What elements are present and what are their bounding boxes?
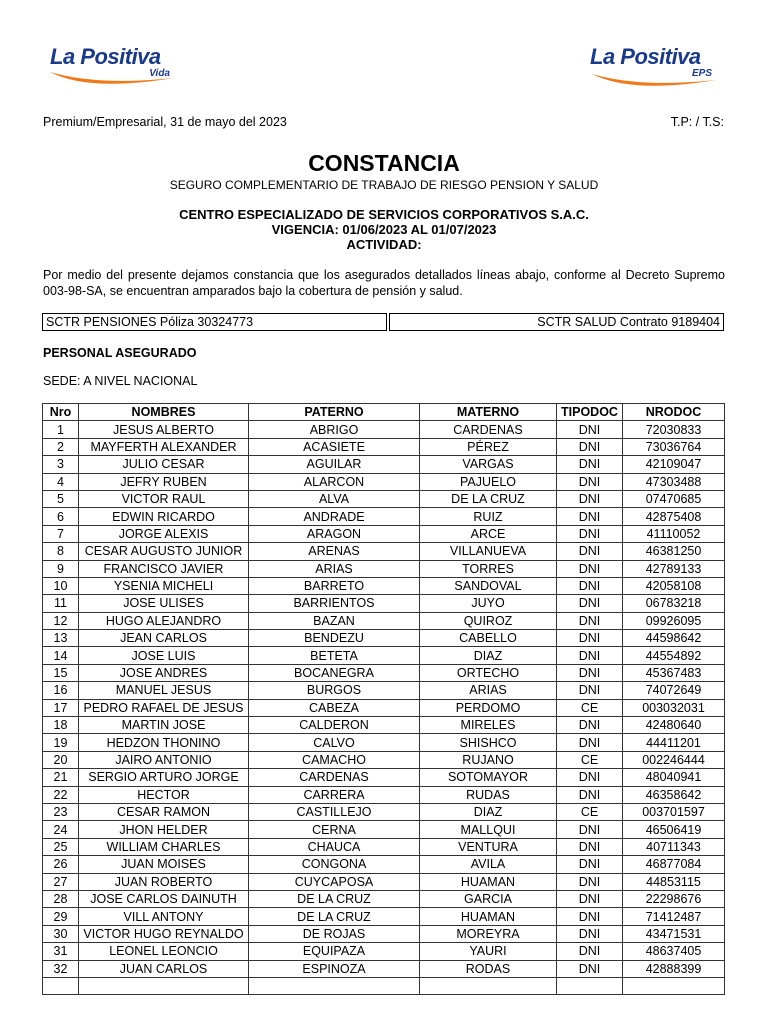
table-cell: JEFRY RUBEN	[79, 473, 249, 490]
table-cell: 25	[43, 838, 79, 855]
table-cell: ARENAS	[249, 543, 420, 560]
table-cell: BARRETO	[249, 577, 420, 594]
table-cell: SANDOVAL	[420, 577, 557, 594]
table-cell: MIRELES	[420, 717, 557, 734]
table-cell: DNI	[557, 543, 623, 560]
table-cell: JHON HELDER	[79, 821, 249, 838]
table-cell: YAURI	[420, 943, 557, 960]
table-cell: GARCIA	[420, 890, 557, 907]
table-cell: 46381250	[623, 543, 725, 560]
table-cell: 11	[43, 595, 79, 612]
table-row	[43, 543, 725, 560]
table-cell: 31	[43, 943, 79, 960]
table-cell: DNI	[557, 943, 623, 960]
personal-heading: PERSONAL ASEGURADO	[43, 346, 197, 360]
table-cell: HUAMAN	[420, 908, 557, 925]
table-row	[43, 873, 725, 890]
table-cell: ALVA	[249, 490, 420, 507]
table-cell: DNI	[557, 856, 623, 873]
table-cell: DE LA CRUZ	[249, 890, 420, 907]
table-cell: 29	[43, 908, 79, 925]
table-cell: 7	[43, 525, 79, 542]
table-cell: CARDENAS	[420, 421, 557, 438]
table-cell: JOSE ANDRES	[79, 664, 249, 681]
table-cell: JULIO CESAR	[79, 456, 249, 473]
table-cell: JAIRO ANTONIO	[79, 751, 249, 768]
table-cell: ARIAS	[420, 682, 557, 699]
table-cell: CE	[557, 699, 623, 716]
table-row	[43, 473, 725, 490]
table-cell: JORGE ALEXIS	[79, 525, 249, 542]
table-cell: 06783218	[623, 595, 725, 612]
table-cell	[79, 977, 249, 994]
table-cell: DNI	[557, 908, 623, 925]
table-row	[43, 560, 725, 577]
table-cell: CASTILLEJO	[249, 803, 420, 820]
table-cell: 17	[43, 699, 79, 716]
table-cell: 09926095	[623, 612, 725, 629]
table-cell: 27	[43, 873, 79, 890]
table-cell: CAMACHO	[249, 751, 420, 768]
table-row	[43, 630, 725, 647]
table-cell: RUJANO	[420, 751, 557, 768]
table-cell: 14	[43, 647, 79, 664]
table-cell: CALVO	[249, 734, 420, 751]
table-cell: DNI	[557, 960, 623, 977]
document-title: CONSTANCIA	[308, 150, 460, 176]
table-row	[43, 456, 725, 473]
logo-la-positiva-eps	[588, 44, 720, 98]
table-cell: 003701597	[623, 803, 725, 820]
table-cell: DNI	[557, 786, 623, 803]
table-row	[43, 977, 725, 994]
table-cell: QUIROZ	[420, 612, 557, 629]
table-cell: DNI	[557, 647, 623, 664]
table-row	[43, 908, 725, 925]
table-cell: DNI	[557, 682, 623, 699]
table-cell: 46358642	[623, 786, 725, 803]
table-cell: VILL ANTONY	[79, 908, 249, 925]
table-row	[43, 821, 725, 838]
table-row	[43, 595, 725, 612]
table-cell: 26	[43, 856, 79, 873]
table-cell: BENDEZU	[249, 630, 420, 647]
table-cell: BURGOS	[249, 682, 420, 699]
table-cell	[557, 977, 623, 994]
policy-pensiones: SCTR PENSIONES Póliza 30324773	[42, 313, 387, 331]
table-cell: 47303488	[623, 473, 725, 490]
table-cell: WILLIAM CHARLES	[79, 838, 249, 855]
policy-salud: SCTR SALUD Contrato 9189404	[389, 313, 724, 331]
table-cell: DNI	[557, 821, 623, 838]
table-cell: 8	[43, 543, 79, 560]
table-cell: 002246444	[623, 751, 725, 768]
table-cell: DNI	[557, 769, 623, 786]
table-cell: 23	[43, 803, 79, 820]
table-cell: 71412487	[623, 908, 725, 925]
table-cell: DNI	[557, 456, 623, 473]
table-cell: DNI	[557, 490, 623, 507]
column-header: Nro	[43, 404, 79, 421]
table-row	[43, 525, 725, 542]
table-cell: MAYFERTH ALEXANDER	[79, 438, 249, 455]
intro-paragraph: Por medio del presente dejamos constancia que los asegurados detallados líneas abajo, conforme al Decreto Supremo 003-98-SA, se encuentran amparados bajo la cobertura de pensión y salud.	[43, 268, 725, 298]
table-cell: DNI	[557, 890, 623, 907]
logo-right-sub: EPS	[691, 68, 712, 79]
table-cell: ALARCON	[249, 473, 420, 490]
table-cell: PÉREZ	[420, 438, 557, 455]
sede-label: SEDE: A NIVEL NACIONAL	[43, 374, 198, 388]
table-cell: BAZAN	[249, 612, 420, 629]
table-cell: CONGONA	[249, 856, 420, 873]
table-cell: DNI	[557, 873, 623, 890]
table-cell: CESAR AUGUSTO JUNIOR	[79, 543, 249, 560]
logo-left-swoosh-icon	[48, 70, 178, 94]
table-row	[43, 734, 725, 751]
table-cell: CABEZA	[249, 699, 420, 716]
table-cell: 9	[43, 560, 79, 577]
table-cell: 19	[43, 734, 79, 751]
table-cell: 4	[43, 473, 79, 490]
table-row	[43, 508, 725, 525]
table-cell	[43, 977, 79, 994]
table-cell: 74072649	[623, 682, 725, 699]
table-cell: CERNA	[249, 821, 420, 838]
actividad: ACTIVIDAD:	[346, 237, 422, 252]
table-cell: 003032031	[623, 699, 725, 716]
table-row	[43, 699, 725, 716]
logo-right-name: La Positiva	[590, 44, 701, 69]
table-cell: DNI	[557, 925, 623, 942]
table-cell: YSENIA MICHELI	[79, 577, 249, 594]
table-row	[43, 925, 725, 942]
table-cell: DNI	[557, 577, 623, 594]
table-cell: JUAN ROBERTO	[79, 873, 249, 890]
logo-la-positiva-vida	[48, 44, 178, 98]
table-cell: ORTECHO	[420, 664, 557, 681]
table-cell: ABRIGO	[249, 421, 420, 438]
table-row	[43, 786, 725, 803]
table-cell	[623, 977, 725, 994]
table-cell: DNI	[557, 560, 623, 577]
table-cell: DIAZ	[420, 647, 557, 664]
table-cell: RODAS	[420, 960, 557, 977]
table-cell: VICTOR RAUL	[79, 490, 249, 507]
table-cell: CALDERON	[249, 717, 420, 734]
table-cell: CARDENAS	[249, 769, 420, 786]
table-cell: CARRERA	[249, 786, 420, 803]
policy-box	[42, 313, 724, 331]
table-cell: DNI	[557, 612, 623, 629]
table-cell: RUDAS	[420, 786, 557, 803]
table-cell: SOTOMAYOR	[420, 769, 557, 786]
table-row	[43, 803, 725, 820]
table-row	[43, 647, 725, 664]
table-cell: JESUS ALBERTO	[79, 421, 249, 438]
table-cell: HECTOR	[79, 786, 249, 803]
table-cell: 22298676	[623, 890, 725, 907]
table-cell: MANUEL JESUS	[79, 682, 249, 699]
table-cell: TORRES	[420, 560, 557, 577]
table-cell: VARGAS	[420, 456, 557, 473]
table-cell: DNI	[557, 473, 623, 490]
table-cell: HEDZON THONINO	[79, 734, 249, 751]
insured-table	[42, 403, 725, 995]
table-cell: CE	[557, 751, 623, 768]
table-cell: ARIAS	[249, 560, 420, 577]
table-cell: DNI	[557, 717, 623, 734]
table-row	[43, 943, 725, 960]
table-cell: 16	[43, 682, 79, 699]
table-cell: CABELLO	[420, 630, 557, 647]
table-cell: 12	[43, 612, 79, 629]
table-cell: DNI	[557, 438, 623, 455]
table-row	[43, 421, 725, 438]
table-cell: 44411201	[623, 734, 725, 751]
table-cell: DNI	[557, 421, 623, 438]
table-cell: BOCANEGRA	[249, 664, 420, 681]
table-row	[43, 612, 725, 629]
table-row	[43, 838, 725, 855]
table-header-row	[43, 404, 725, 421]
table-cell: MALLQUI	[420, 821, 557, 838]
table-cell	[249, 977, 420, 994]
column-header: NOMBRES	[79, 404, 249, 421]
table-cell: 43471531	[623, 925, 725, 942]
table-cell: JUAN MOISES	[79, 856, 249, 873]
table-row	[43, 664, 725, 681]
table-cell: 42058108	[623, 577, 725, 594]
table-cell: LEONEL LEONCIO	[79, 943, 249, 960]
table-cell: SHISHCO	[420, 734, 557, 751]
table-row	[43, 890, 725, 907]
table-row	[43, 717, 725, 734]
table-cell: JOSE ULISES	[79, 595, 249, 612]
table-cell: JUYO	[420, 595, 557, 612]
table-cell: EDWIN RICARDO	[79, 508, 249, 525]
table-cell: MOREYRA	[420, 925, 557, 942]
table-cell: 44853115	[623, 873, 725, 890]
table-row	[43, 960, 725, 977]
table-cell: BARRIENTOS	[249, 595, 420, 612]
table-cell: 2	[43, 438, 79, 455]
table-cell: ARAGON	[249, 525, 420, 542]
logo-left-name: La Positiva	[50, 44, 161, 69]
table-cell: 1	[43, 421, 79, 438]
table-cell: FRANCISCO JAVIER	[79, 560, 249, 577]
table-cell: 40711343	[623, 838, 725, 855]
table-cell: 42888399	[623, 960, 725, 977]
table-row	[43, 856, 725, 873]
document-subtitle: SEGURO COMPLEMENTARIO DE TRABAJO DE RIESGO PENSION Y SALUD	[169, 178, 599, 192]
table-cell: 42109047	[623, 456, 725, 473]
table-row	[43, 490, 725, 507]
table-cell: 15	[43, 664, 79, 681]
table-cell: JEAN CARLOS	[79, 630, 249, 647]
table-cell: 72030833	[623, 421, 725, 438]
table-cell: 48637405	[623, 943, 725, 960]
table-cell: ESPINOZA	[249, 960, 420, 977]
table-cell: DNI	[557, 630, 623, 647]
table-row	[43, 577, 725, 594]
column-header: NRODOC	[623, 404, 725, 421]
table-cell	[420, 977, 557, 994]
table-cell: 41110052	[623, 525, 725, 542]
table-cell: 44598642	[623, 630, 725, 647]
table-cell: 18	[43, 717, 79, 734]
table-row	[43, 751, 725, 768]
table-cell: VILLANUEVA	[420, 543, 557, 560]
company-name: CENTRO ESPECIALIZADO DE SERVICIOS CORPORATIVOS S.A.C.	[179, 207, 589, 222]
table-cell: VENTURA	[420, 838, 557, 855]
table-cell: 24	[43, 821, 79, 838]
table-cell: 13	[43, 630, 79, 647]
table-cell: ANDRADE	[249, 508, 420, 525]
table-cell: PAJUELO	[420, 473, 557, 490]
table-body	[43, 421, 725, 995]
table-cell: 32	[43, 960, 79, 977]
table-cell: AGUILAR	[249, 456, 420, 473]
table-cell: MARTIN JOSE	[79, 717, 249, 734]
table-cell: 22	[43, 786, 79, 803]
table-cell: CHAUCA	[249, 838, 420, 855]
table-cell: 48040941	[623, 769, 725, 786]
table-cell: DE ROJAS	[249, 925, 420, 942]
table-cell: RUIZ	[420, 508, 557, 525]
logo-right-swoosh-icon	[588, 70, 720, 94]
table-cell: 21	[43, 769, 79, 786]
table-cell: CUYCAPOSA	[249, 873, 420, 890]
table-row	[43, 438, 725, 455]
table-cell: 42875408	[623, 508, 725, 525]
table-cell: DE LA CRUZ	[249, 908, 420, 925]
vigencia: VIGENCIA: 01/06/2023 AL 01/07/2023	[271, 222, 497, 237]
table-cell: DNI	[557, 838, 623, 855]
table-cell: 20	[43, 751, 79, 768]
table-cell: PERDOMO	[420, 699, 557, 716]
table-cell: CESAR RAMON	[79, 803, 249, 820]
column-header: TIPODOC	[557, 404, 623, 421]
table-cell: DNI	[557, 664, 623, 681]
column-header: PATERNO	[249, 404, 420, 421]
table-cell: SERGIO ARTURO JORGE	[79, 769, 249, 786]
table-cell: 42789133	[623, 560, 725, 577]
table-cell: PEDRO RAFAEL DE JESUS	[79, 699, 249, 716]
table-cell: JOSE CARLOS DAINUTH	[79, 890, 249, 907]
table-cell: EQUIPAZA	[249, 943, 420, 960]
table-cell: 45367483	[623, 664, 725, 681]
table-cell: DNI	[557, 595, 623, 612]
table-cell: 5	[43, 490, 79, 507]
table-row	[43, 769, 725, 786]
table-cell: 6	[43, 508, 79, 525]
table-cell: 44554892	[623, 647, 725, 664]
table-cell: DE LA CRUZ	[420, 490, 557, 507]
table-cell: CE	[557, 803, 623, 820]
table-cell: HUGO ALEJANDRO	[79, 612, 249, 629]
table-cell: DIAZ	[420, 803, 557, 820]
table-cell: BETETA	[249, 647, 420, 664]
table-cell: ARCE	[420, 525, 557, 542]
table-cell: 46877084	[623, 856, 725, 873]
logo-left-sub: Vida	[149, 68, 170, 79]
table-cell: 42480640	[623, 717, 725, 734]
tp-ts-label: T.P: / T.S:	[670, 115, 724, 129]
table-cell: 30	[43, 925, 79, 942]
table-cell: 73036764	[623, 438, 725, 455]
table-cell: HUAMAN	[420, 873, 557, 890]
table-cell: 3	[43, 456, 79, 473]
table-cell: JOSE LUIS	[79, 647, 249, 664]
table-row	[43, 682, 725, 699]
column-header: MATERNO	[420, 404, 557, 421]
table-cell: ACASIETE	[249, 438, 420, 455]
table-cell: DNI	[557, 525, 623, 542]
table-cell: 28	[43, 890, 79, 907]
table-cell: VICTOR HUGO REYNALDO	[79, 925, 249, 942]
table-cell: AVILA	[420, 856, 557, 873]
table-cell: 10	[43, 577, 79, 594]
table-cell: DNI	[557, 734, 623, 751]
table-cell: 07470685	[623, 490, 725, 507]
table-cell: 46506419	[623, 821, 725, 838]
table-cell: JUAN CARLOS	[79, 960, 249, 977]
table-cell: DNI	[557, 508, 623, 525]
company-block	[0, 207, 768, 252]
place-date: Premium/Empresarial, 31 de mayo del 2023	[43, 115, 287, 129]
